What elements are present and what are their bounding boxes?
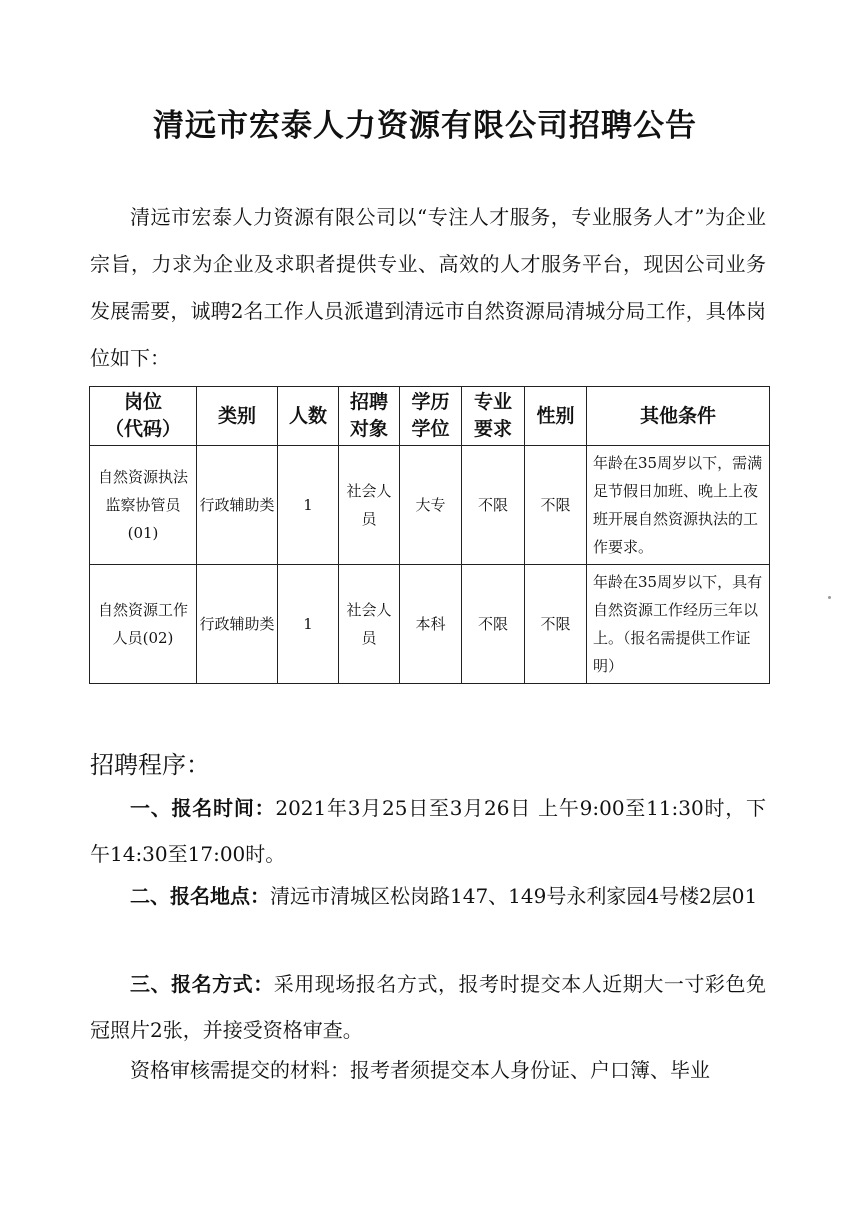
cell-count: 1 (278, 446, 339, 565)
procedure-item-label: 三、报名方式： (130, 972, 274, 996)
procedure-item-label: 二、报名地点： (130, 884, 270, 908)
cell-gender: 不限 (525, 565, 587, 684)
cell-gender: 不限 (525, 446, 587, 565)
scan-speck (828, 596, 831, 599)
cell-other: 年龄在35周岁以下，需满足节假日加班、晚上上夜班开展自然资源执法的工作要求。 (587, 446, 770, 565)
procedure-item-text: 2021年3月25日至3月26日 上午9:00至11:30时，下午14:30至17:00时。 (90, 796, 766, 866)
cell-education: 本科 (400, 565, 462, 684)
cell-target: 社会人员 (339, 565, 400, 684)
cell-count: 1 (278, 565, 339, 684)
cell-post: 自然资源工作人员(02) (90, 565, 197, 684)
header-education: 学历 学位 (400, 387, 462, 446)
table-row (90, 446, 770, 565)
header-post: 岗位 （代码） (90, 387, 197, 446)
procedure-item-label: 一、报名时间： (130, 796, 276, 820)
cell-other: 年龄在35周岁以下，具有自然资源工作经历三年以上。（报名需提供工作证明） (587, 565, 770, 684)
cell-target: 社会人员 (339, 446, 400, 565)
procedure-item-place (90, 873, 766, 919)
header-other: 其他条件 (587, 387, 770, 446)
header-count: 人数 (278, 387, 339, 446)
procedure-item-text: 清远市清城区松岗路147、149号永利家园4号楼2层01 (270, 884, 758, 908)
materials-paragraph: 资格审核需提交的材料：报考者须提交本人身份证、户口簿、毕业 (130, 1058, 710, 1082)
procedure-heading: 招聘程序： (90, 751, 210, 779)
procedure-item-time (90, 785, 766, 877)
cell-post: 自然资源执法监察协管员(01) (90, 446, 197, 565)
intro-paragraph: 清远市宏泰人力资源有限公司以“专注人才服务，专业服务人才”为企业宗旨，力求为企业及求职者提供专业、高效的人才服务平台，现因公司业务发展需要，诚聘2名工作人员派遣到清远市自然资源局清城分局工作，具体岗位如下： (90, 205, 766, 370)
cell-education: 大专 (400, 446, 462, 565)
header-gender: 性别 (525, 387, 587, 446)
procedure-item-text: 采用现场报名方式，报考时提交本人近期大一寸彩色免冠照片2张，并接受资格审查。 (90, 972, 767, 1042)
positions-table (89, 386, 770, 684)
table-header-row (90, 387, 770, 446)
cell-category: 行政辅助类 (197, 446, 278, 565)
header-major: 专业 要求 (462, 387, 525, 446)
table-row (90, 565, 770, 684)
cell-major: 不限 (462, 446, 525, 565)
page-title: 清远市宏泰人力资源有限公司招聘公告 (153, 108, 697, 144)
cell-major: 不限 (462, 565, 525, 684)
procedure-item-method (90, 961, 766, 1053)
header-target: 招聘 对象 (339, 387, 400, 446)
header-category: 类别 (197, 387, 278, 446)
cell-category: 行政辅助类 (197, 565, 278, 684)
